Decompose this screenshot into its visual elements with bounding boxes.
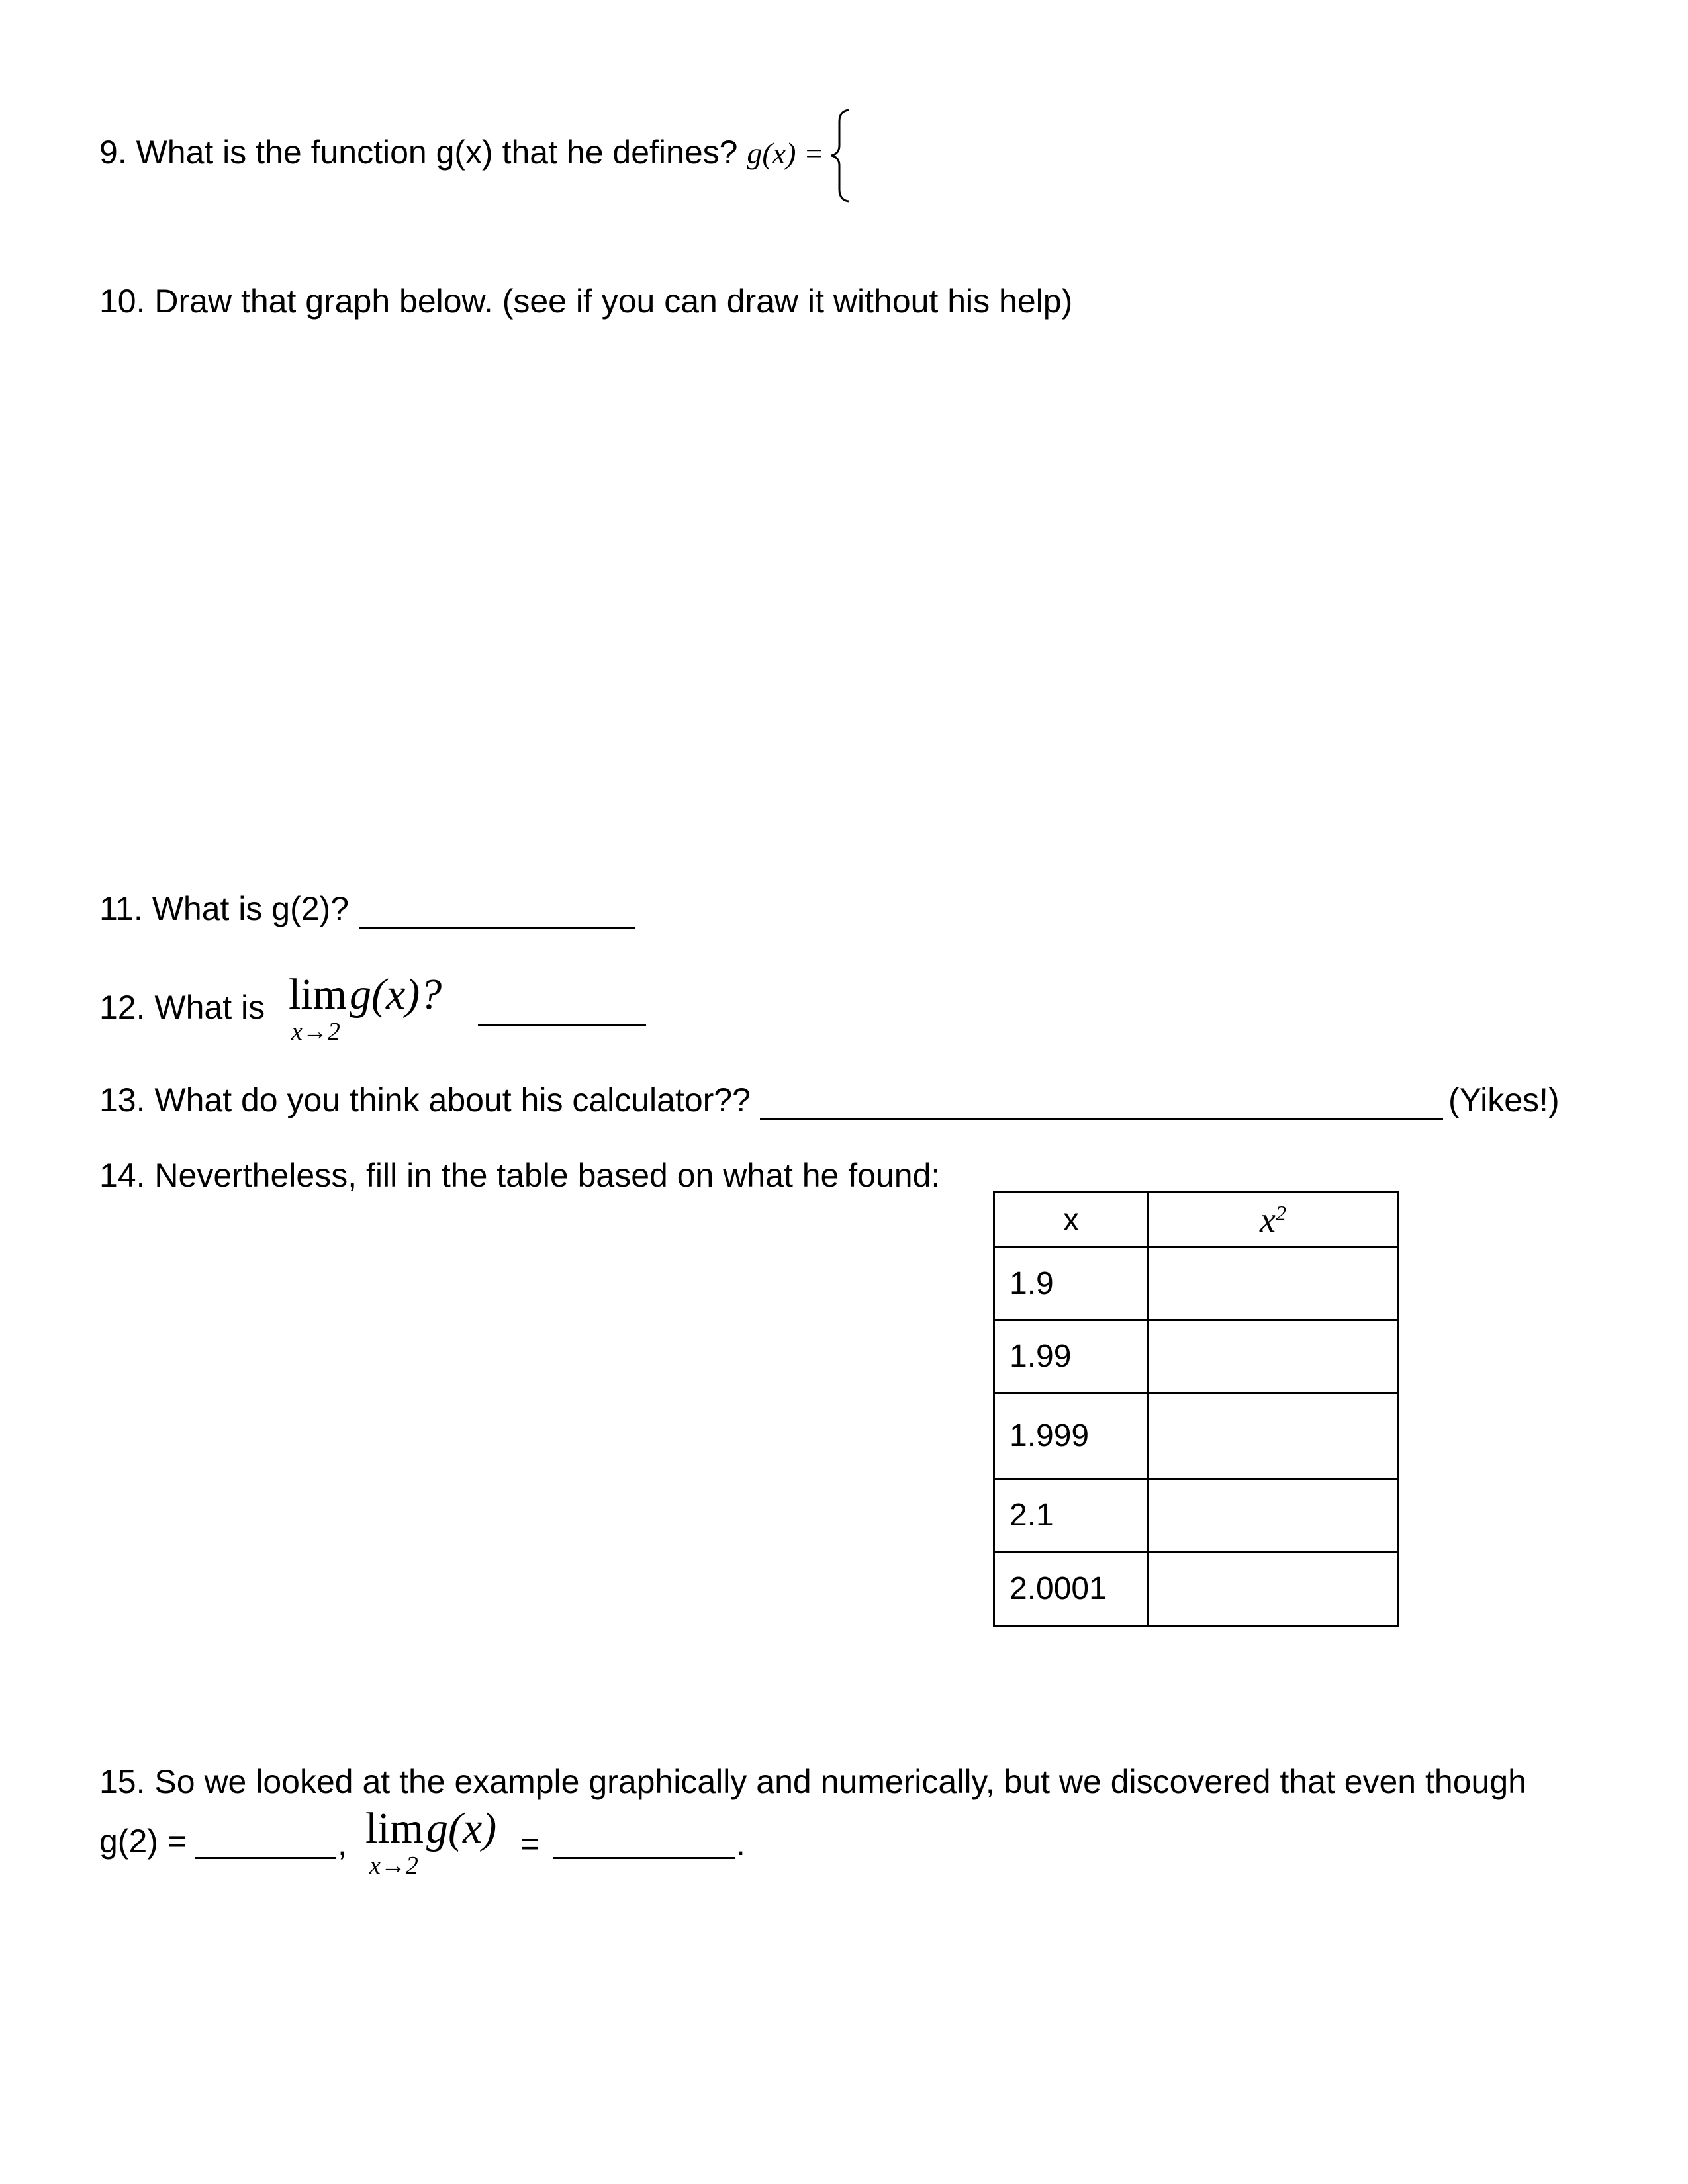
question-14-text: 14. Nevertheless, fill in the table based on what he found: <box>99 1157 941 1194</box>
question-12-text: 12. What is <box>99 989 265 1026</box>
lim-operator: lim <box>289 970 348 1019</box>
comma: , <box>338 1825 347 1862</box>
question-12-limit <box>289 970 442 1046</box>
header-x-squared: $x^2$ <box>1149 1193 1398 1248</box>
lim-function: g(x)? <box>350 970 442 1019</box>
question-10-text: 10. Draw that graph below. (see if you can draw it without his help) <box>99 283 1073 320</box>
question-9 <box>99 132 824 173</box>
yikes-text: (Yikes!) <box>1448 1081 1560 1118</box>
answer-cell[interactable] <box>1149 1248 1398 1320</box>
limit-equals: = <box>520 1825 540 1862</box>
question-10 <box>99 281 1072 321</box>
lim-subscript: x→2 <box>369 1852 418 1880</box>
question-15 <box>99 1762 1526 1801</box>
question-13 <box>99 1080 751 1120</box>
question-11 <box>99 889 349 929</box>
question-12-answer-blank[interactable] <box>478 1024 646 1026</box>
question-15-text: 15. So we looked at the example graphically and numerically, but we discovered that even though <box>99 1763 1526 1800</box>
question-15-g2-label: g(2) = <box>99 1823 187 1860</box>
question-11-text: 11. What is g(2)? <box>99 890 350 927</box>
question-9-formula: g(x) = <box>747 136 824 170</box>
lim-operator: lim <box>365 1804 424 1852</box>
question-13-answer-blank[interactable] <box>760 1118 1443 1120</box>
table-row <box>994 1320 1398 1393</box>
question-13-suffix <box>1448 1080 1560 1120</box>
question-15-limit <box>365 1803 497 1880</box>
x-value-cell: 2.1 <box>994 1479 1149 1552</box>
left-brace-icon <box>826 106 853 205</box>
table-row <box>994 1552 1398 1626</box>
values-table <box>993 1191 1399 1627</box>
answer-cell[interactable] <box>1149 1320 1398 1393</box>
answer-cell[interactable] <box>1149 1479 1398 1552</box>
lim-function: g(x) <box>426 1804 497 1852</box>
table-row <box>994 1479 1398 1552</box>
question-14 <box>99 1156 940 1195</box>
table-header-row <box>994 1193 1398 1248</box>
header-x: x <box>994 1193 1149 1248</box>
question-9-text: 9. What is the function g(x) that he defines? <box>99 134 738 171</box>
question-13-text: 13. What do you think about his calculator?? <box>99 1081 751 1118</box>
x-value-cell: 1.99 <box>994 1320 1149 1393</box>
lim-subscript: x→2 <box>291 1018 340 1046</box>
answer-cell[interactable] <box>1149 1393 1398 1479</box>
x-value-cell: 2.0001 <box>994 1552 1149 1626</box>
x-value-cell: 1.9 <box>994 1248 1149 1320</box>
table-row <box>994 1248 1398 1320</box>
period: . <box>736 1825 745 1862</box>
question-11-answer-blank[interactable] <box>359 927 635 929</box>
x-value-cell: 1.999 <box>994 1393 1149 1479</box>
table-row <box>994 1393 1398 1479</box>
answer-cell[interactable] <box>1149 1552 1398 1626</box>
question-15-limit-blank[interactable] <box>553 1857 735 1859</box>
question-15-g2-blank[interactable] <box>195 1857 336 1859</box>
question-12 <box>99 987 265 1027</box>
